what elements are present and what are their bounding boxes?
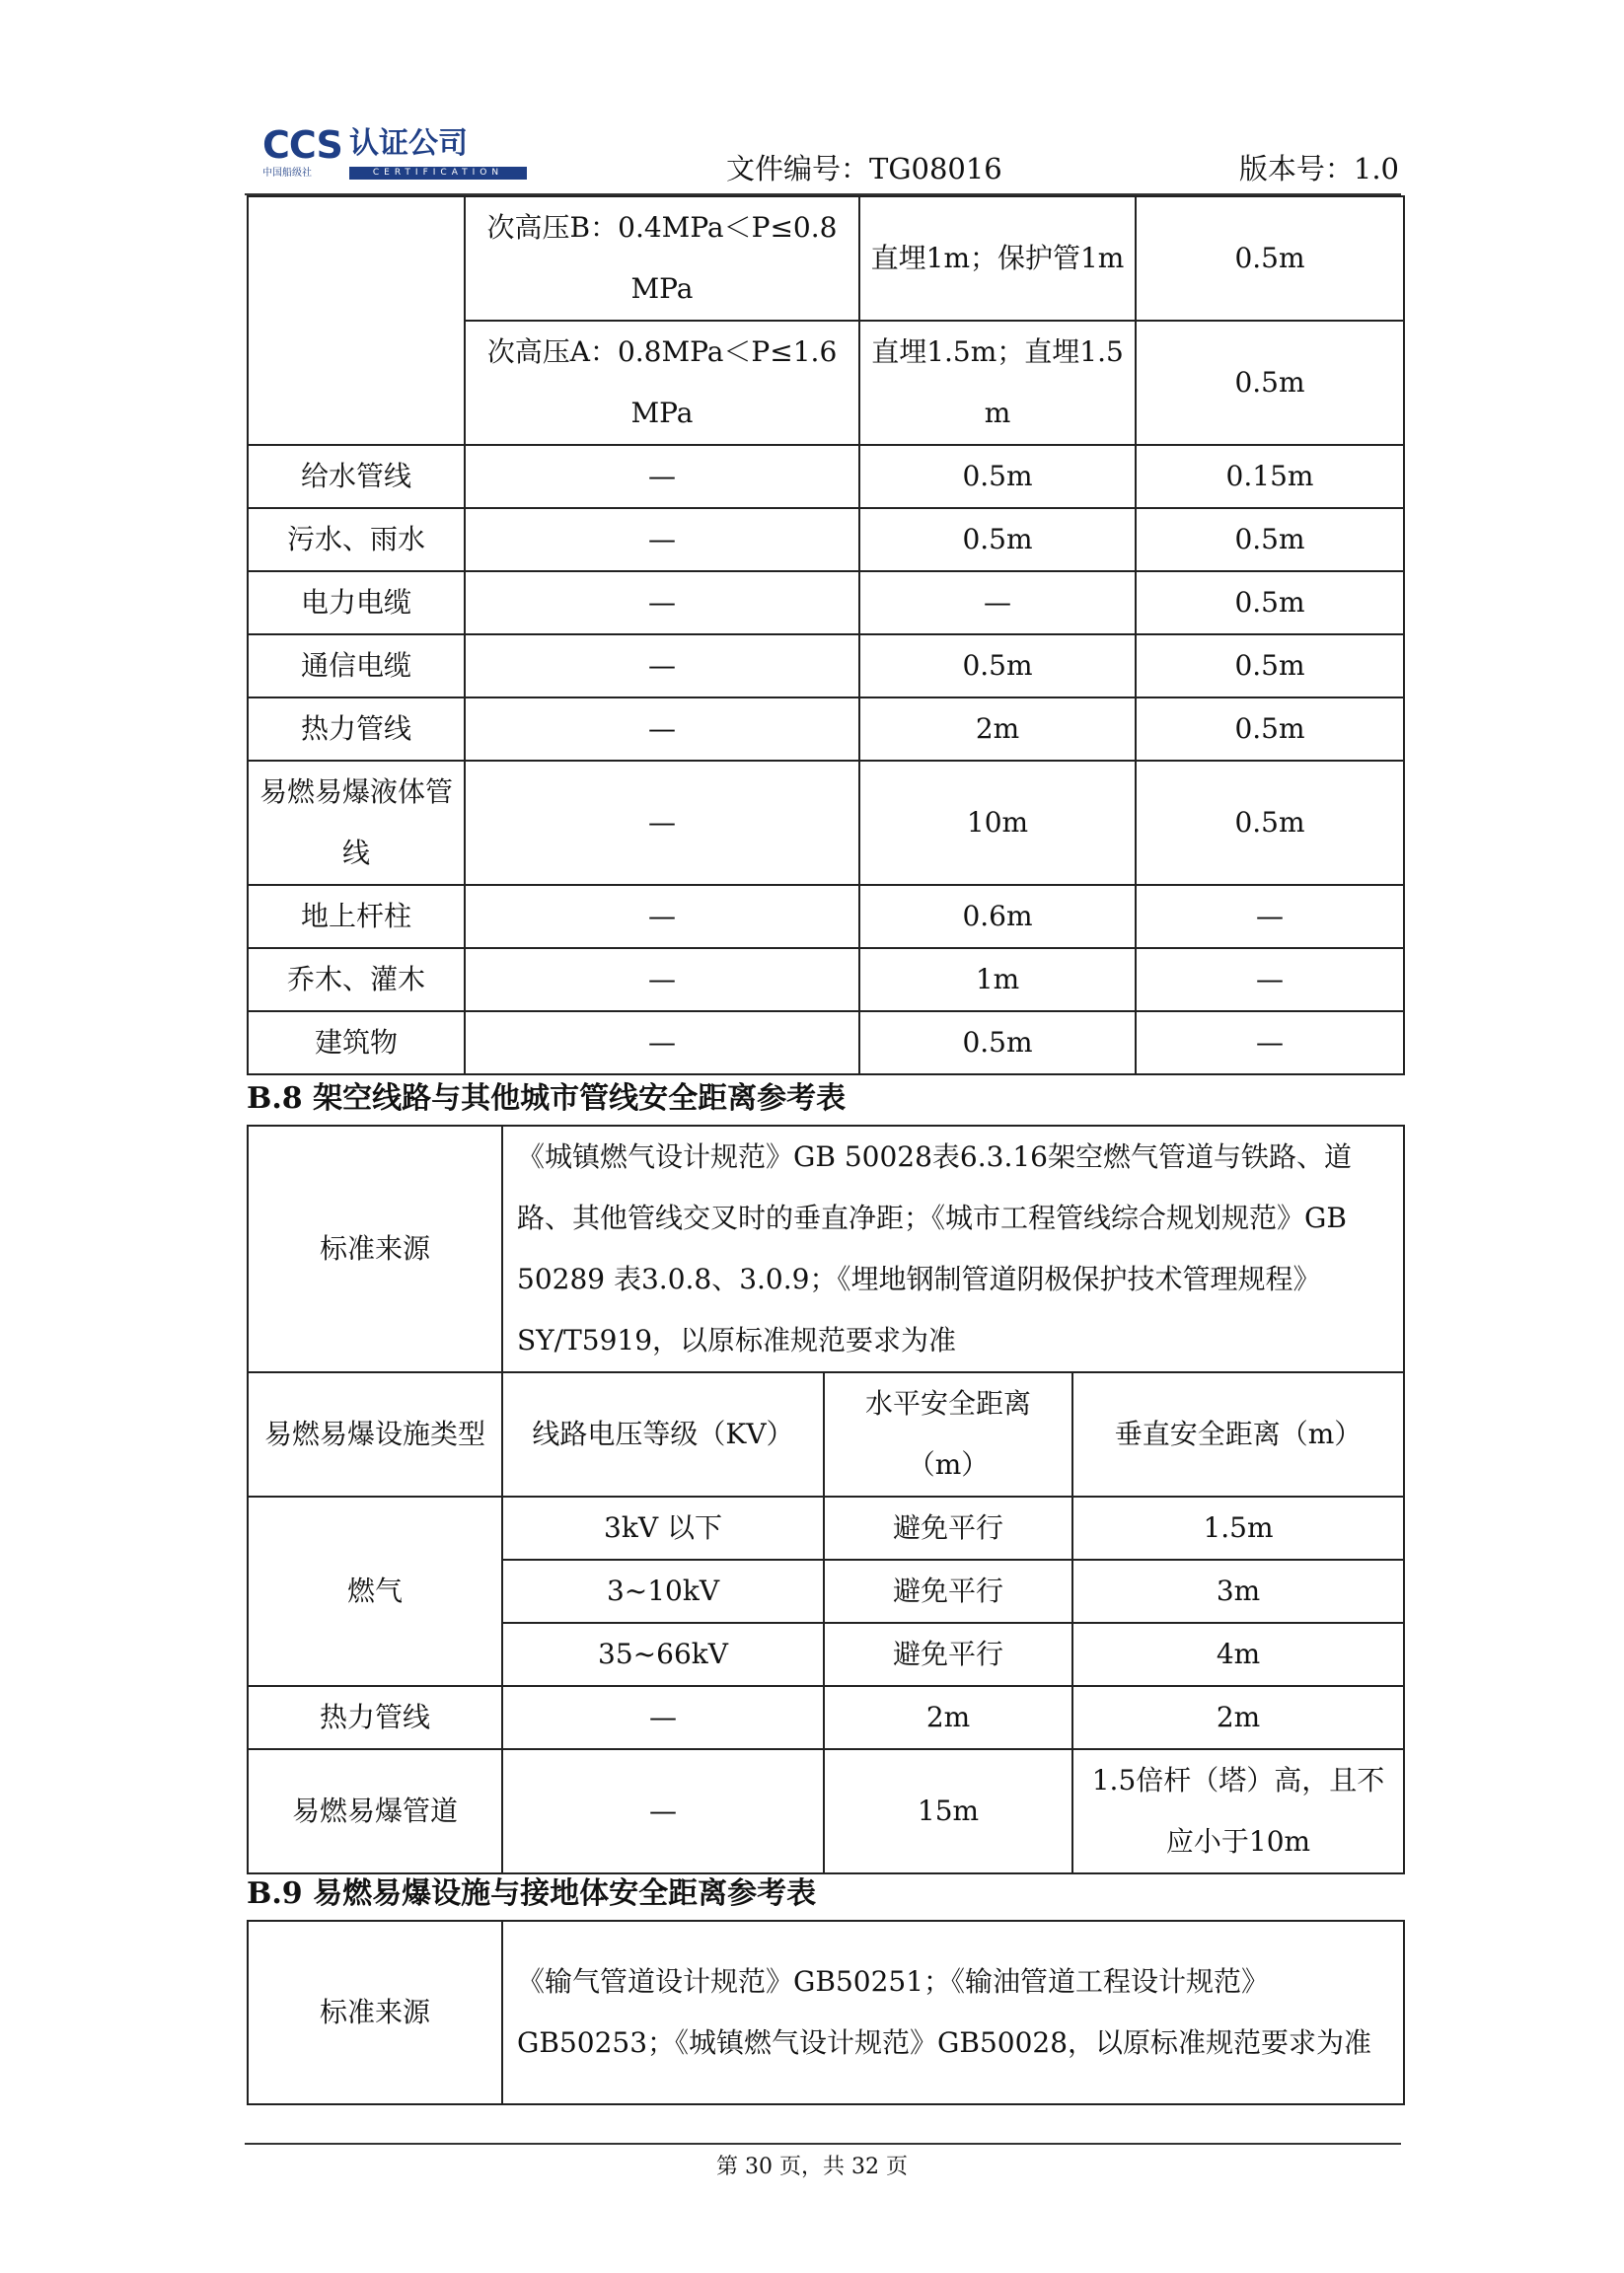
table-cell-type: 易燃易爆管道: [248, 1749, 502, 1873]
table-cell-gas-type: [248, 196, 465, 445]
section-title-b8: B.8 架空线路与其他城市管线安全距离参考表: [247, 1081, 847, 1116]
table-cell-vertical: 1.5倍杆（塔）高，且不应小于10m: [1072, 1749, 1404, 1873]
section-title-b9: B.9 易燃易爆设施与接地体安全距离参考表: [247, 1876, 817, 1911]
table-row: [248, 1749, 1404, 1873]
table-cell-vertical: —: [1136, 1011, 1404, 1074]
table-cell-source-label: 标准来源: [248, 1126, 502, 1372]
table-cell-vertical: 0.15m: [1136, 445, 1404, 508]
table-cell-source-text: 《城镇燃气设计规范》GB 50028表6.3.16架空燃气管道与铁路、道路、其他管线交叉时的垂直净距；《城市工程管线综合规划规范》GB 50289 表3.0.8、3.0.9；《埋地钢制管道阴极保护技术管理规程》SY/T5919，以原标准规范要求为准: [502, 1126, 1404, 1372]
table-b8: [247, 1125, 1405, 1874]
page-number: 第 30 页，共 32 页: [716, 2155, 908, 2179]
table-header-row: [248, 1372, 1404, 1497]
table-cell-type: 建筑物: [248, 1011, 465, 1074]
table-cell-vertical: 3m: [1072, 1560, 1404, 1623]
table-cell-pressure: —: [465, 508, 859, 571]
table-cell-type: 地上杆柱: [248, 885, 465, 948]
table-cell-vertical: 0.5m: [1136, 571, 1404, 634]
table-row: [248, 196, 1404, 321]
table-cell-voltage: —: [502, 1686, 824, 1749]
document-number: 文件编号：TG08016: [726, 152, 1002, 185]
table-cell-horizontal: 10m: [859, 761, 1136, 885]
logo-company-name: 认证公司: [349, 126, 468, 161]
table-cell-type: 电力电缆: [248, 571, 465, 634]
company-logo: [262, 122, 539, 180]
table-cell-type: 易燃易爆液体管线: [248, 761, 465, 885]
table-b9: [247, 1920, 1405, 2105]
col-header-type: 易燃易爆设施类型: [248, 1372, 502, 1497]
table-cell-horizontal: —: [859, 571, 1136, 634]
table-cell-voltage: 3kV 以下: [502, 1497, 824, 1560]
table-cell-voltage: —: [502, 1749, 824, 1873]
table-row: [248, 445, 1404, 508]
table-row: [248, 697, 1404, 761]
table-cell-pressure: —: [465, 948, 859, 1011]
table-cell-pressure: —: [465, 634, 859, 697]
table-row: [248, 948, 1404, 1011]
version-number: 版本号：1.0: [1238, 152, 1399, 185]
table-cell-vertical: 4m: [1072, 1623, 1404, 1686]
table-cell-horizontal: 0.5m: [859, 634, 1136, 697]
table-cell-source-label: 标准来源: [248, 1921, 502, 2104]
table-row-source: [248, 1921, 1404, 2104]
table-cell-horizontal: 直埋1.5m；直埋1.5m: [859, 321, 1136, 445]
table-cell-pressure: —: [465, 1011, 859, 1074]
logo-sub-en: CERTIFICATION: [349, 167, 527, 180]
table-cell-pressure: —: [465, 885, 859, 948]
table-cell-horizontal: 避免平行: [824, 1497, 1072, 1560]
table-cell-vertical: 0.5m: [1136, 196, 1404, 321]
table-row: [248, 1497, 1404, 1560]
table-cell-type: 给水管线: [248, 445, 465, 508]
table-cell-pressure: —: [465, 445, 859, 508]
table-row: [248, 1686, 1404, 1749]
table-cell-vertical: —: [1136, 948, 1404, 1011]
col-header-horizontal: 水平安全距离（m）: [824, 1372, 1072, 1497]
col-header-voltage: 线路电压等级（KV）: [502, 1372, 824, 1497]
table-cell-vertical: 0.5m: [1136, 634, 1404, 697]
table-cell-pressure: 次高压A：0.8MPa＜P≤1.6MPa: [465, 321, 859, 445]
table-cell-type: 乔木、灌木: [248, 948, 465, 1011]
logo-ccs-text: CCS: [262, 123, 342, 167]
table-row: [248, 508, 1404, 571]
table-row: [248, 571, 1404, 634]
table-cell-vertical: 0.5m: [1136, 508, 1404, 571]
table-cell-type: 污水、雨水: [248, 508, 465, 571]
table-cell-horizontal: 直埋1m；保护管1m: [859, 196, 1136, 321]
table-cell-source-text: 《输气管道设计规范》GB50251；《输油管道工程设计规范》GB50253；《城镇燃气设计规范》GB50028，以原标准规范要求为准: [502, 1921, 1404, 2104]
footer-divider: [245, 2143, 1401, 2145]
table-cell-vertical: 0.5m: [1136, 761, 1404, 885]
table-cell-type: 热力管线: [248, 1686, 502, 1749]
table-cell-type: 热力管线: [248, 697, 465, 761]
table-cell-vertical: 1.5m: [1072, 1497, 1404, 1560]
table-cell-pressure: —: [465, 697, 859, 761]
table-cell-voltage: 3~10kV: [502, 1560, 824, 1623]
table-row-source: [248, 1126, 1404, 1372]
table-row: [248, 1011, 1404, 1074]
table-cell-horizontal: 避免平行: [824, 1623, 1072, 1686]
table-cell-horizontal: 避免平行: [824, 1560, 1072, 1623]
table-cell-vertical: 0.5m: [1136, 321, 1404, 445]
table-row: [248, 634, 1404, 697]
table-cell-gas-label: 燃气: [248, 1497, 502, 1686]
table-cell-horizontal: 0.5m: [859, 508, 1136, 571]
table-row: [248, 761, 1404, 885]
col-header-vertical: 垂直安全距离（m）: [1072, 1372, 1404, 1497]
table-b7-continued: [247, 195, 1405, 1075]
table-row: [248, 885, 1404, 948]
table-cell-pressure: —: [465, 761, 859, 885]
table-cell-horizontal: 1m: [859, 948, 1136, 1011]
table-cell-horizontal: 0.5m: [859, 445, 1136, 508]
table-cell-vertical: 0.5m: [1136, 697, 1404, 761]
table-cell-vertical: —: [1136, 885, 1404, 948]
table-cell-vertical: 2m: [1072, 1686, 1404, 1749]
table-cell-horizontal: 0.6m: [859, 885, 1136, 948]
table-cell-horizontal: 0.5m: [859, 1011, 1136, 1074]
table-cell-horizontal: 2m: [824, 1686, 1072, 1749]
table-cell-horizontal: 2m: [859, 697, 1136, 761]
table-cell-horizontal: 15m: [824, 1749, 1072, 1873]
table-cell-voltage: 35~66kV: [502, 1623, 824, 1686]
table-cell-pressure: —: [465, 571, 859, 634]
table-cell-type: 通信电缆: [248, 634, 465, 697]
table-cell-pressure: 次高压B：0.4MPa＜P≤0.8MPa: [465, 196, 859, 321]
logo-sub-cn: 中国船级社: [262, 168, 312, 179]
